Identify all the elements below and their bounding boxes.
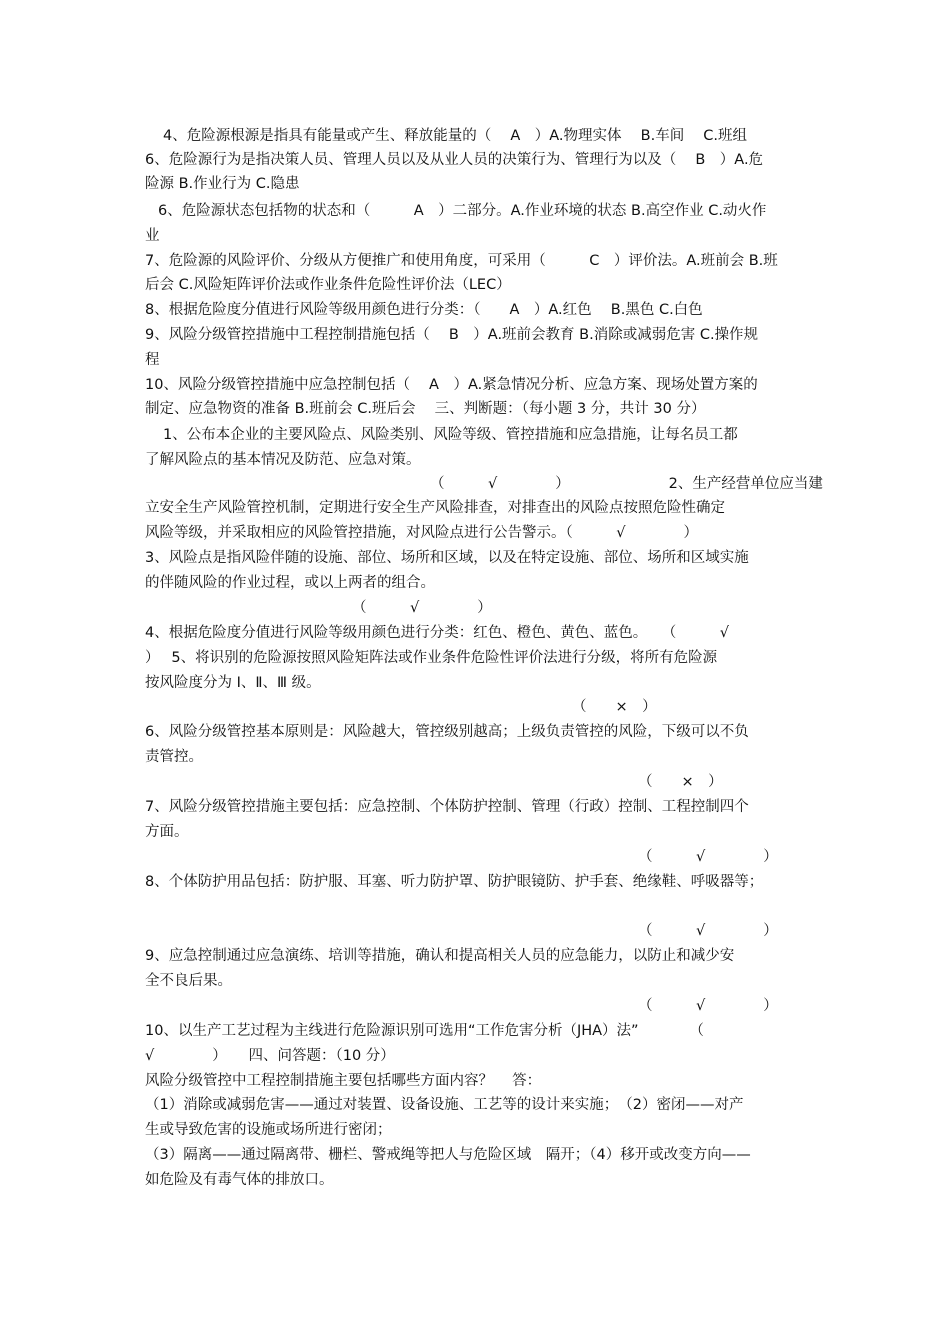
text-line: 险源 B.作业行为 C.隐患 — [145, 176, 300, 192]
text-line: （ √ ） — [638, 923, 778, 939]
text-line: 8、个体防护用品包括：防护服、耳塞、听力防护罩、防护眼镜防、护手套、绝缘鞋、呼吸器等； — [145, 874, 764, 890]
text-line: 了解风险点的基本情况及防范、应急对策。 — [145, 452, 421, 468]
text-line: （ √ ） — [638, 849, 778, 865]
text-line: 10、以生产工艺过程为主线进行危险源识别可选用“工作危害分析（JHA）法” （ — [145, 1023, 704, 1039]
text-line: 6、危险源行为是指决策人员、管理人员以及从业人员的决策行为、管理行为以及（ B ）A.危 — [145, 152, 764, 168]
text-line: 业 — [145, 228, 160, 244]
text-line: ） 5、将识别的危险源按照风险矩阵法或作业条件危险性评价法进行分级，将所有危险源 — [145, 650, 718, 666]
text-line: 10、风险分级管控措施中应急控制包括（ A ）A.紧急情况分析、应急方案、现场处置方案的 — [145, 377, 758, 393]
text-line: 后会 C.风险矩阵评价法或作业条件危险性评价法（LEC） — [145, 277, 511, 293]
text-line: 立安全生产风险管控机制，定期进行安全生产风险排查，对排查出的风险点按照危险性确定 — [145, 500, 725, 516]
text-line: 的伴随风险的作业过程，或以上两者的组合。 — [145, 575, 435, 591]
text-line: 7、风险分级管控措施主要包括：应急控制、个体防护控制、管理（行政）控制、工程控制四个 — [145, 799, 749, 815]
text-line: √ ） 四、问答题：（10 分） — [145, 1048, 395, 1064]
text-line: 9、风险分级管控措施中工程控制措施包括（ B ）A.班前会教育 B.消除或减弱危害 C.操作规 — [145, 327, 759, 343]
text-line: 全不良后果。 — [145, 973, 232, 989]
text-line: （1）消除或减弱危害——通过对装置、设备设施、工艺等的设计来实施； （2）密闭——对产 — [145, 1097, 744, 1113]
text-line: 8、根据危险度分值进行风险等级用颜色进行分类：（ A ）A.红色 B.黑色 C.白色 — [145, 302, 703, 318]
text-line: （3）隔离——通过隔离带、栅栏、警戒绳等把人与危险区域 隔开；（4）移开或改变方向—— — [145, 1147, 751, 1163]
text-line: 7、危险源的风险评价、分级从方便推广和使用角度，可采用（ C ）评价法。A.班前会 B.班 — [145, 253, 778, 269]
text-line: 生或导致危害的设施或场所进行密闭； — [145, 1122, 392, 1138]
text-line: 6、危险源状态包括物的状态和（ A ）二部分。A.作业环境的状态 B.高空作业 C.动火作 — [158, 203, 767, 219]
text-line: 按风险度分为 Ⅰ、Ⅱ、Ⅲ 级。 — [145, 675, 321, 691]
text-line: 4、危险源根源是指具有能量或产生、释放能量的（ A ）A.物理实体 B.车间 C.班组 — [163, 128, 748, 144]
text-line: （ × ） — [572, 699, 657, 715]
text-line: （ × ） — [638, 774, 723, 790]
text-line: 风险分级管控中工程控制措施主要包括哪些方面内容？ 答： — [145, 1073, 542, 1089]
text-line: 责管控。 — [145, 749, 203, 765]
text-line: 方面。 — [145, 824, 189, 840]
text-line: 6、风险分级管控基本原则是：风险越大，管控级别越高；上级负责管控的风险，下级可以不负 — [145, 724, 749, 740]
text-line: 如危险及有毒气体的排放口。 — [145, 1172, 334, 1188]
text-line: 1、公布本企业的主要风险点、风险类别、风险等级、管控措施和应急措施，让每名员工都 — [163, 427, 738, 443]
text-line: （ √ ） — [352, 600, 492, 616]
text-line: （ √ ） — [638, 998, 778, 1014]
text-line: 9、应急控制通过应急演练、培训等措施，确认和提高相关人员的应急能力，以防止和减少安 — [145, 948, 735, 964]
text-line: 程 — [145, 352, 160, 368]
text-line: （ √ ） 2、生产经营单位应当建 — [430, 476, 823, 492]
text-line: 制定、应急物资的准备 B.班前会 C.班后会 三、判断题：（每小题 3 分，共计 30 分） — [145, 401, 706, 417]
text-line: 3、风险点是指风险伴随的设施、部位、场所和区域，以及在特定设施、部位、场所和区域实施 — [145, 550, 749, 566]
text-line: 4、根据危险度分值进行风险等级用颜色进行分类：红色、橙色、黄色、蓝色。 （ √ — [145, 625, 729, 641]
text-line: 风险等级，并采取相应的风险管控措施，对风险点进行公告警示。（ √ ） — [145, 525, 698, 541]
